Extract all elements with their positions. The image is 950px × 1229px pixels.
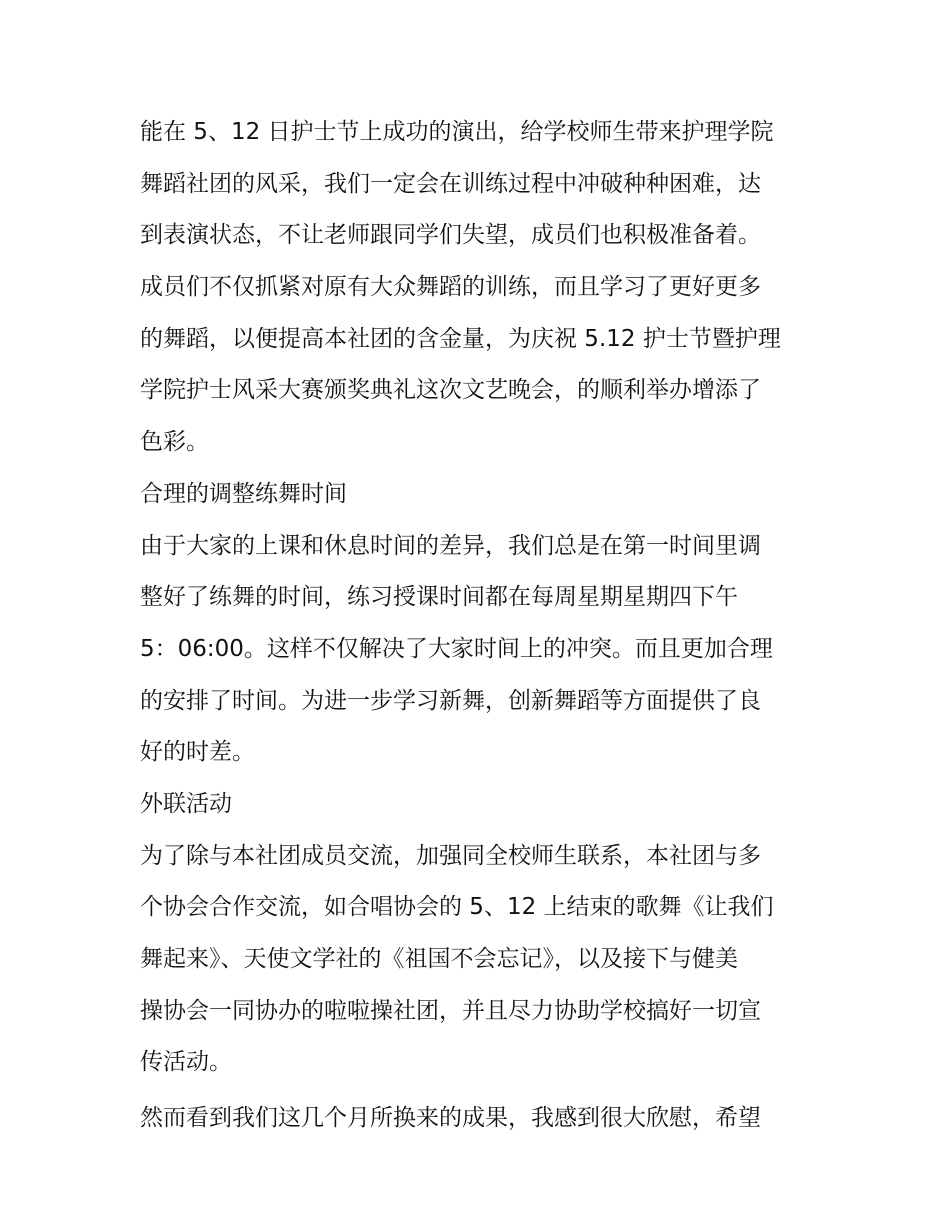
text-line: 5：06:00。这样不仅解决了大家时间上的冲突。而且更加合理 <box>140 635 773 662</box>
text-line: 好的时差。 <box>140 739 255 766</box>
text-line: 色彩。 <box>140 429 209 456</box>
text-line: 传活动。 <box>140 1049 232 1076</box>
document-body <box>140 107 820 1145</box>
text-line: 操协会一同协办的啦啦操社团，并且尽力协助学校搞好一切宣 <box>140 997 761 1024</box>
section-heading-schedule <box>140 469 820 521</box>
text-line: 舞蹈社团的风采，我们一定会在训练过程中冲破种种困难，达 <box>140 170 761 197</box>
text-line: 整好了练舞的时间，练习授课时间都在每周星期星期四下午 <box>140 584 738 611</box>
text-line: 到表演状态，不让老师跟同学们失望，成员们也积极准备着。 <box>140 222 761 249</box>
text-line: 由于大家的上课和休息时间的差异，我们总是在第一时间里调 <box>140 532 761 559</box>
text-line: 学院护士风采大赛颁奖典礼这次文艺晚会，的顺利举办增添了 <box>140 377 761 404</box>
text-line: 为了除与本社团成员交流，加强同全校师生联系，本社团与多 <box>140 842 761 869</box>
paragraph-performance <box>140 107 820 469</box>
text-line: 舞起来》、天使文学社的《祖国不会忘记》，以及接下与健美 <box>140 946 738 972</box>
text-line: 个协会合作交流，如合唱协会的 5、12 上结束的歌舞《让我们 <box>140 894 774 921</box>
text-line: 的舞蹈，以便提高本社团的含金量，为庆祝 5.12 护士节暨护理 <box>140 325 781 352</box>
section-heading-outreach <box>140 779 820 831</box>
paragraph-outreach <box>140 831 820 1089</box>
paragraph-schedule <box>140 521 820 779</box>
text-line: 能在 5、12 日护士节上成功的演出，给学校师生带来护理学院 <box>140 119 774 145</box>
text-line: 成员们不仅抓紧对原有大众舞蹈的训练，而且学习了更好更多 <box>140 274 761 301</box>
paragraph-conclusion <box>140 1093 820 1145</box>
heading-text: 外联活动 <box>140 790 232 817</box>
heading-text: 合理的调整练舞时间 <box>140 480 347 507</box>
text-line: 然而看到我们这几个月所换来的成果，我感到很大欣慰，希望 <box>140 1105 761 1132</box>
text-line: 的安排了时间。为进一步学习新舞，创新舞蹈等方面提供了良 <box>140 687 761 714</box>
